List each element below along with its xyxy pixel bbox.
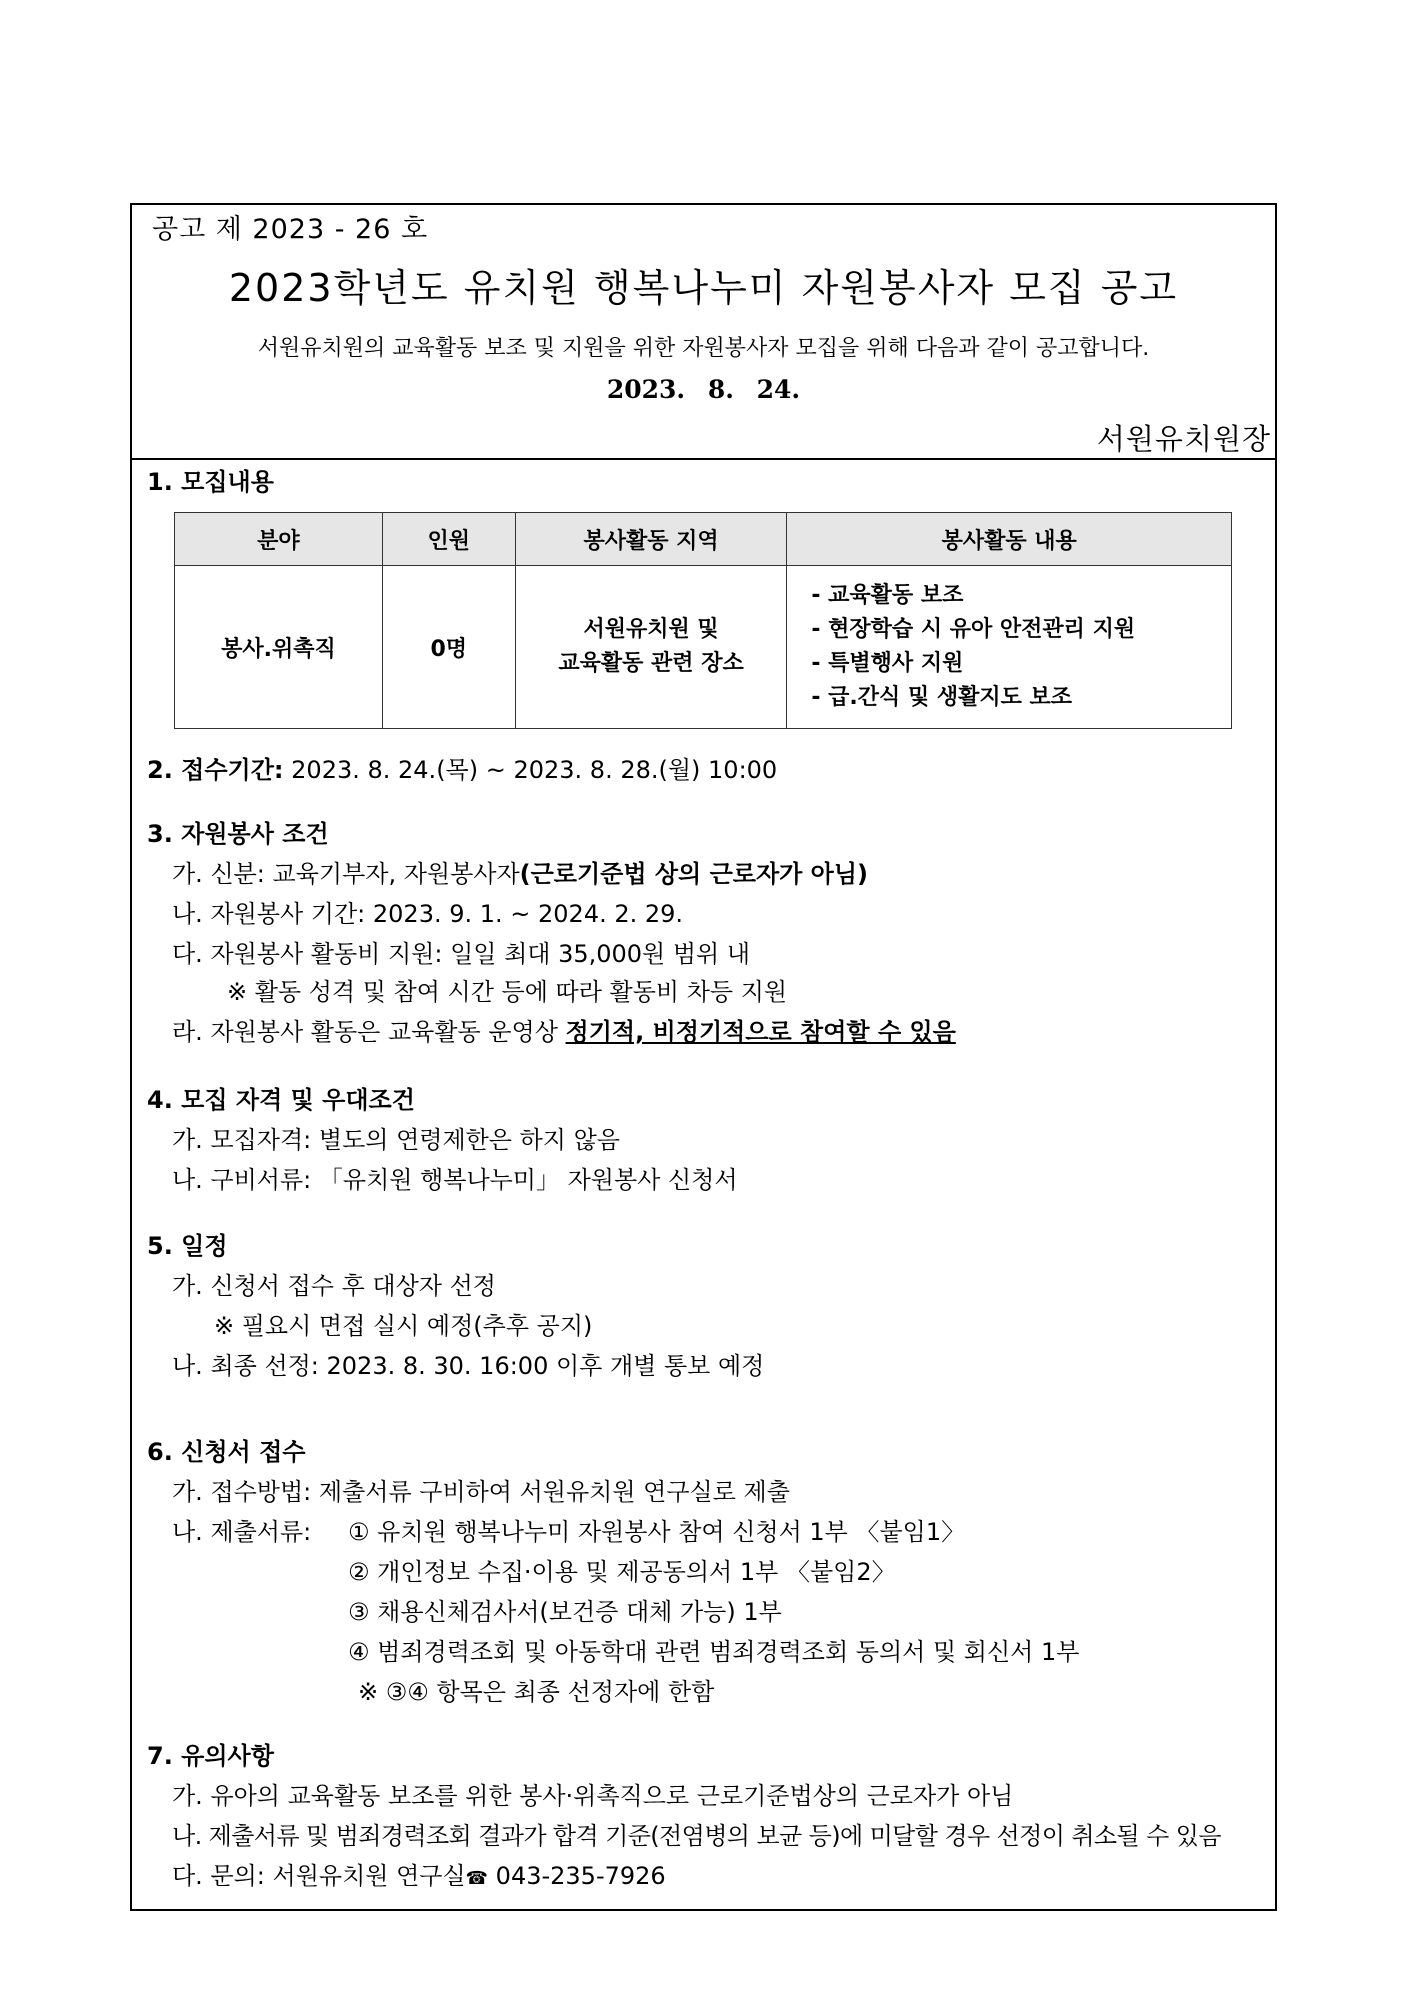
condition-ga-bold: (근로기준법 상의 근로자가 아님) — [519, 860, 869, 888]
contact-phone: 043-235-7926 — [488, 1862, 666, 1890]
section-6-title: 6. 신청서 접수 — [147, 1438, 306, 1466]
caution-ga: 가. 유아의 교육활동 보조를 위한 봉사·위촉직으로 근로기준법상의 근로자가 아님 — [172, 1782, 1014, 1810]
content-item: - 교육활동 보조 — [811, 583, 964, 608]
notice-date: 2023. 8. 24. — [606, 375, 801, 404]
schedule-ga: 가. 신청서 접수 후 대상자 선정 — [172, 1272, 496, 1300]
condition-da: 다. 자원봉사 활동비 지원: 일일 최대 35,000원 범위 내 — [172, 940, 751, 968]
submission-ga: 가. 접수방법: 제출서류 구비하여 서원유치원 연구실로 제출 — [172, 1478, 790, 1506]
condition-ra-text: 라. 자원봉사 활동은 교육활동 운영상 — [172, 1018, 566, 1046]
recruit-table — [174, 512, 1232, 729]
application-period: 2023. 8. 24.(목) ~ 2023. 8. 28.(월) 10:00 — [291, 756, 778, 784]
table-header: 분야 — [175, 513, 383, 566]
documents-note: ※ ③④ 항목은 최종 선정자에 한함 — [358, 1678, 715, 1706]
section-2-title: 2. 접수기간: — [147, 756, 284, 784]
schedule-ga-note: ※ 필요시 면접 실시 예정(추후 공지) — [214, 1312, 593, 1340]
condition-ga-text: 가. 신분: 교육기부자, 자원봉사자 — [172, 860, 520, 888]
area-line: 교육활동 관련 장소 — [558, 651, 744, 676]
field-cell: 봉사.위촉직 — [175, 566, 383, 729]
condition-da-note: ※ 활동 성격 및 참여 시간 등에 따라 활동비 차등 지원 — [227, 978, 788, 1006]
caution-na: 나. 제출서류 및 범죄경력조회 결과가 합격 기준(전염병의 보균 등)에 미달할 경우 선정이 취소될 수 있음 — [172, 1822, 1221, 1850]
submission-na-label: 나. 제출서류: — [172, 1518, 312, 1546]
notice-frame — [130, 203, 1277, 1911]
signer: 서원유치원장 — [1096, 422, 1271, 456]
document-title: 2023학년도 유치원 행복나누미 자원봉사자 모집 공고 — [228, 266, 1179, 310]
count-cell: 0명 — [382, 566, 515, 729]
document-item: ④ 범죄경력조회 및 아동학대 관련 범죄경력조회 동의서 및 회신서 1부 — [348, 1638, 1080, 1666]
table-header-row — [175, 513, 1232, 566]
area-line: 서원유치원 및 — [583, 617, 719, 642]
qualification-na: 나. 구비서류: 「유치원 행복나누미」 자원봉사 신청서 — [172, 1166, 738, 1194]
section-7-title: 7. 유의사항 — [147, 1742, 274, 1770]
contact-text: 다. 문의: 서원유치원 연구실 — [172, 1862, 466, 1890]
section-3-title: 3. 자원봉사 조건 — [147, 820, 329, 848]
telephone-icon: ☎ — [465, 1868, 489, 1889]
schedule-na: 나. 최종 선정: 2023. 8. 30. 16:00 이후 개별 통보 예정 — [172, 1352, 765, 1380]
notice-header — [132, 205, 1275, 460]
table-row — [175, 566, 1232, 729]
condition-ra — [172, 1012, 956, 1047]
notice-number: 공고 제 2023 - 26 호 — [152, 214, 429, 245]
caution-da — [172, 1856, 666, 1891]
content-item: - 현장학습 시 유아 안전관리 지원 — [811, 617, 1136, 642]
content-item: - 특별행사 지원 — [811, 651, 964, 676]
table-header: 인원 — [382, 513, 515, 566]
content-item: - 급.간식 및 생활지도 보조 — [811, 685, 1073, 710]
intro-text: 서원유치원의 교육활동 보조 및 지원을 위한 자원봉사자 모집을 위해 다음과 같이 공고합니다. — [257, 336, 1150, 361]
table-header: 봉사활동 내용 — [787, 513, 1232, 566]
area-cell — [515, 566, 787, 729]
table-header: 봉사활동 지역 — [515, 513, 787, 566]
document-item: ③ 채용신체검사서(보건증 대체 가능) 1부 — [348, 1598, 782, 1626]
condition-ga — [172, 854, 868, 889]
qualification-ga: 가. 모집자격: 별도의 연령제한은 하지 않음 — [172, 1126, 620, 1154]
section-5-title: 5. 일정 — [147, 1232, 228, 1260]
condition-ra-underline: 정기적, 비정기적으로 참여할 수 있음 — [565, 1018, 956, 1046]
document-item: ① 유치원 행복나누미 자원봉사 참여 신청서 1부 〈붙임1〉 — [348, 1518, 966, 1546]
section-1-title: 1. 모집내용 — [147, 468, 274, 496]
content-cell — [787, 566, 1232, 729]
section-2 — [147, 750, 777, 785]
document-item: ② 개인정보 수집·이용 및 제공동의서 1부 〈붙임2〉 — [348, 1558, 896, 1586]
section-4-title: 4. 모집 자격 및 우대조건 — [147, 1086, 415, 1114]
condition-na: 나. 자원봉사 기간: 2023. 9. 1. ~ 2024. 2. 29. — [172, 900, 684, 928]
